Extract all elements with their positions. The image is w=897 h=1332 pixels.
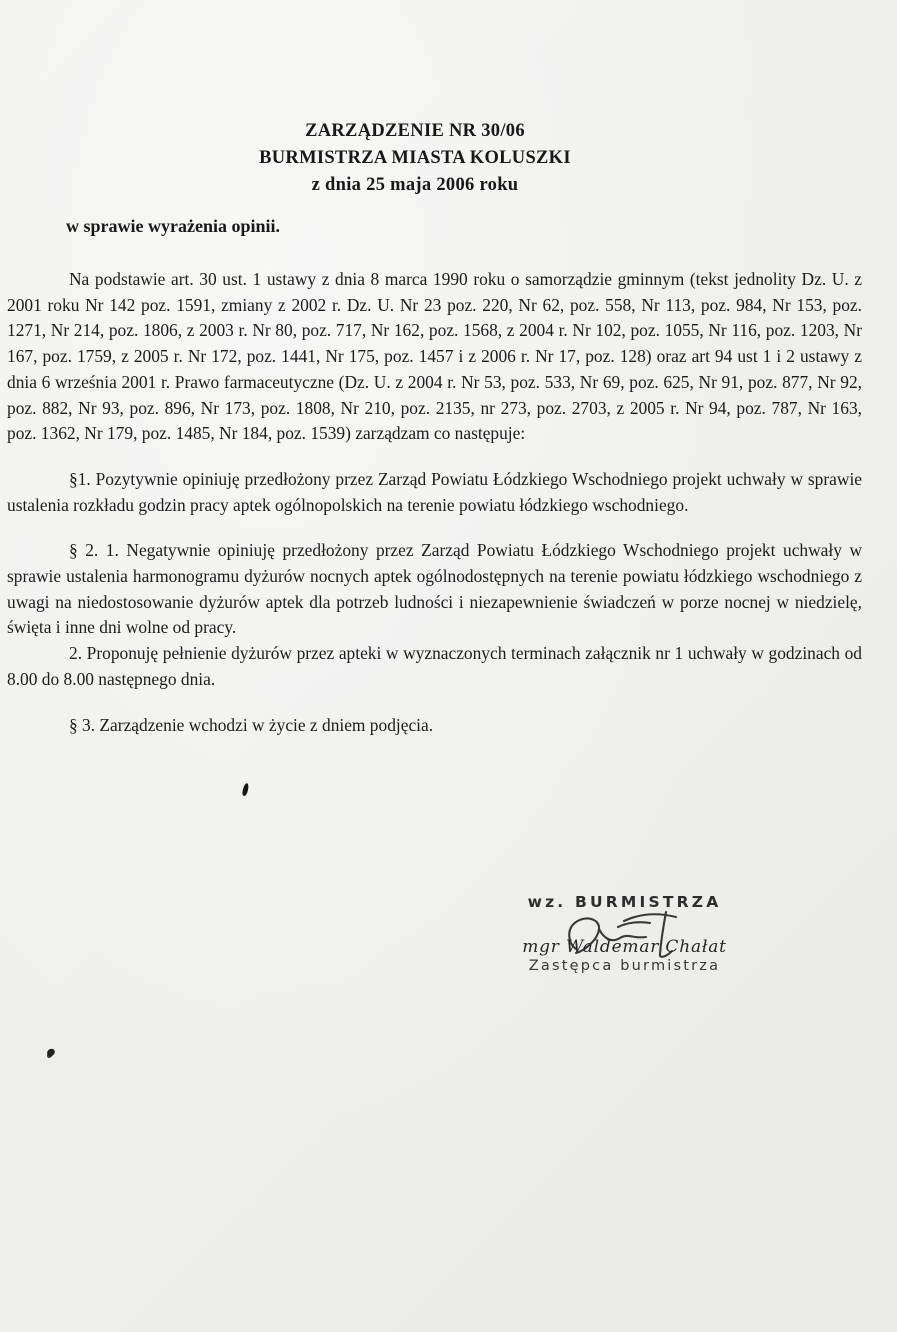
paragraph-2-point-2: 2. Proponuję pełnienie dyżurów przez apteki w wyznaczonych terminach załącznik nr 1 uchwały w godzinach od 8.00 do 8.00 następnego dnia. [7,643,862,689]
signature-on-behalf-stamp: wz. BURMISTRZA [527,893,722,911]
paragraph-3: § 3. Zarządzenie wchodzi w życie z dniem podjęcia. [69,714,434,735]
signatory-position-stamp: Zastępca burmistrza [528,958,721,974]
paragraph-legal-basis: Na podstawie art. 30 ust. 1 ustawy z dnia 8 marca 1990 roku o samorządzie gminnym (tekst jednolity Dz. U. z 2001 roku Nr 142 poz. 1591, zmiany z 2002 r. Dz. U. Nr 23 poz. 220, Nr 62, poz. 558, Nr 113, poz. 984, Nr 153, poz. 1271, Nr 214, poz. 1806, z 2003 r. Nr 80, poz. 717, Nr 162, poz. 1568, z 2004 r. Nr 102, poz. 1055, Nr 116, poz. 1203, Nr 167, poz. 1759, z 2005 r. Nr 172, poz. 1441, Nr 175, poz. 1457 i z 2006 r. Nr 17, poz. 128) oraz art 94 ust 1 i 2 ustawy z dnia 6 września 2001 r. Prawo farmaceutyczne (Dz. U. z 2004 r. Nr 53, poz. 533, Nr 69, poz. 625, Nr 91, poz. 877, Nr 92, poz. 882, Nr 93, poz. 896, Nr 173, poz. 1808, Nr 210, poz. 2135, nr 273, poz. 2703, z 2005 r. Nr 94, poz. 787, Nr 163, poz. 1362, Nr 179, poz. 1485, Nr 184, poz. 1539) zarządzam co następuje: [7,269,862,444]
paragraph-2-point-1: § 2. 1. Negatywnie opiniuję przedłożony przez Zarząd Powiatu Łódzkiego Wschodniego projekt uchwały w sprawie ustalenia harmonogramu dyżurów nocnych aptek ogólnodostępnych na terenie powiatu łódzkiego wschodniego z uwagi na niedostosowanie dyżurów aptek dla potrzeb ludności i niezapewnienie świadczeń w porze nocnej w niedzielę, święta i inne dni wolne od pracy. [7,540,862,638]
ink-speck [241,783,249,797]
document-title: ZARZĄDZENIE NR 30/06 [305,121,525,141]
scan-speck [46,1048,56,1057]
document-header [0,118,830,199]
document-issuer: BURMISTRZA MIASTA KOLUSZKI [259,148,571,168]
document-body [7,267,862,738]
document-subject: w sprawie wyrażenia opinii. [66,216,280,236]
document-date: z dnia 25 maja 2006 roku [311,175,519,195]
signatory-name-stamp: mgr Waldemar Chałat [522,937,727,957]
paragraph-1: §1. Pozytywnie opiniuję przedłożony przez Zarząd Powiatu Łódzkiego Wschodniego projekt uchwały w sprawie ustalenia rozkładu godzin pracy aptek ogólnopolskich na terenie powiatu łódzkiego wschodniego. [7,468,862,515]
signature-block [522,893,727,974]
